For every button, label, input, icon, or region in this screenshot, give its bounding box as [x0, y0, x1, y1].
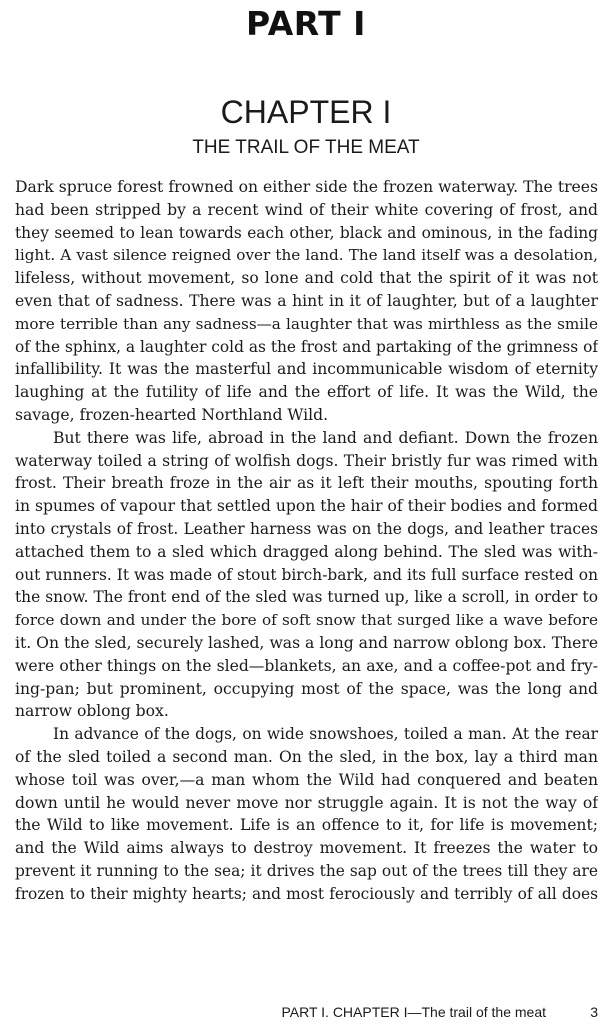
text-line: and the Wild aims always to destroy movement. It freezes the water to [15, 839, 598, 858]
text-line: out runners. It was made of stout birch-bark, and its full surface rested on [15, 565, 598, 584]
text-line: laughing at the futility of life and the effort of life. It was the Wild, the [15, 383, 598, 402]
text-line: savage, frozen-hearted Northland Wild. [15, 405, 329, 424]
text-line: of the sled toiled a second man. On the sled, in the box, lay a third man [15, 747, 598, 766]
text-line: they seemed to lean towards each other, black and ominous, in the fading [15, 223, 598, 242]
text-line: Dark spruce forest frowned on either side the frozen waterway. The trees [15, 178, 598, 196]
page-footer [0, 1004, 612, 1026]
text-line: ing-pan; but prominent, occupying most of the space, was the long and [15, 679, 598, 698]
text-line: frozen to their mighty hearts; and most ferociously and terribly of all does [15, 884, 598, 903]
text-line: whose toil was over,—a man whom the Wild had conquered and beaten [15, 770, 598, 789]
text-line: the snow. The front end of the sled was turned up, like a scroll, in order to [15, 588, 598, 607]
text-line: were other things on the sled—blankets, an axe, and a coffee-pot and fry- [15, 656, 598, 675]
text-line: attached them to a sled which dragged along behind. The sled was with- [15, 542, 598, 561]
part-title: PART I [246, 4, 366, 43]
text-line: more terrible than any sadness—a laughter that was mirthless as the smile [15, 314, 598, 333]
text-line: light. A vast silence reigned over the land. The land itself was a desolation, [15, 246, 598, 265]
chapter-title: CHAPTER I [220, 94, 392, 130]
text-line: even that of sadness. There was a hint in it of laughter, but of a laughter [15, 291, 598, 310]
chapter-body [15, 176, 598, 906]
text-line: down until he would never move nor struggle again. It is not the way of [15, 793, 598, 812]
running-head: PART I. CHAPTER I—The trail of the meat [281, 1004, 546, 1020]
text-line: waterway toiled a string of wolfish dogs. Their bristly fur was rimed with [15, 451, 598, 470]
text-line: of the sphinx, a laughter cold as the frost and partaking of the grimness of [15, 337, 598, 356]
text-line: frost. Their breath froze in the air as it left their mouths, spouting forth [15, 474, 598, 493]
chapter-subtitle: THE TRAIL OF THE MEAT [192, 137, 420, 158]
text-line: lifeless, without movement, so lone and cold that the spirit of it was not [15, 269, 598, 288]
text-line: in spumes of vapour that settled upon the hair of their bodies and formed [15, 497, 598, 516]
text-line: narrow oblong box. [15, 702, 169, 721]
text-line: prevent it running to the sea; it drives the sap out of the trees till they are [15, 861, 598, 880]
paragraph-first-line: In advance of the dogs, on wide snowshoes, toiled a man. At the rear [53, 725, 598, 744]
page-number: 3 [590, 1004, 598, 1020]
text-line: it. On the sled, securely lashed, was a long and narrow oblong box. There [15, 633, 598, 652]
paragraph-first-line: But there was life, abroad in the land and defiant. Down the frozen [53, 428, 598, 447]
text-line: had been stripped by a recent wind of their white covering of frost, and [15, 200, 598, 219]
text-line: into crystals of frost. Leather harness was on the dogs, and leather traces [15, 519, 598, 538]
text-line: the Wild to like movement. Life is an offence to it, for life is movement; [15, 816, 598, 835]
text-line: force down and under the bore of soft snow that surged like a wave before [15, 611, 598, 630]
text-line: infallibility. It was the masterful and incommunicable wisdom of eternity [15, 360, 598, 379]
